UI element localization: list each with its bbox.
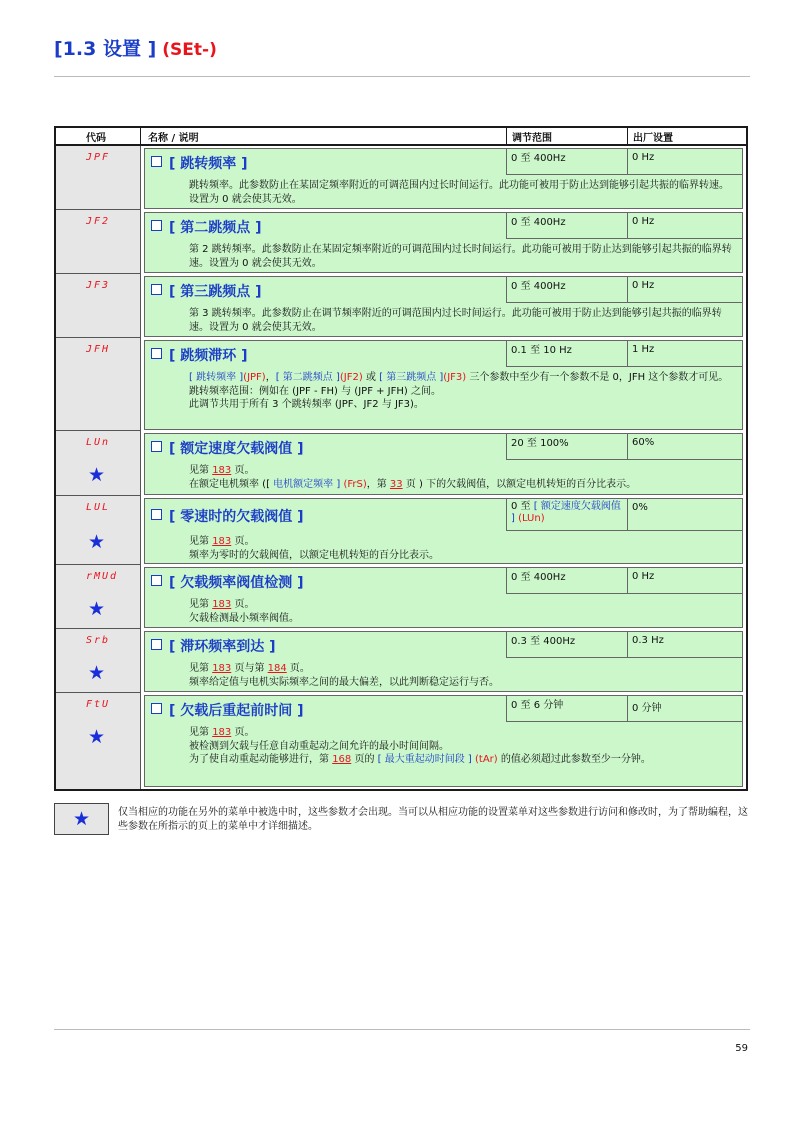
star-icon: ★ (88, 662, 106, 684)
param-code: JPF (86, 152, 111, 163)
param-ref[interactable]: [ 第三跳频点 ] (379, 372, 444, 383)
param-row-jf3 (144, 276, 743, 337)
star-icon: ★ (88, 464, 106, 486)
checkbox-icon (151, 156, 162, 167)
param-name: [ 跳频滞环 ] (169, 348, 248, 364)
code-cell-lun (56, 431, 140, 496)
page-link[interactable]: 168 (332, 754, 352, 765)
param-row-lul (144, 498, 743, 564)
range-cell: 0.1 至 10 Hz (507, 341, 628, 367)
body-column (142, 146, 746, 789)
param-name: [ 零速时的欠载阀值 ] (169, 509, 304, 525)
param-ref[interactable]: 电机额定频率 ] (273, 478, 341, 490)
factory-cell: 0 分钟 (628, 696, 742, 722)
param-ref[interactable]: [ 第二跳频点 ] (275, 372, 340, 383)
param-code: LUn (86, 437, 111, 448)
name-cell (145, 149, 507, 175)
factory-cell: 60% (628, 434, 742, 460)
param-code: JFH (86, 344, 111, 355)
parameter-table (54, 126, 748, 791)
range-cell: 0 至 400Hz (507, 568, 628, 594)
checkbox-icon (151, 348, 162, 359)
param-description: 第 2 跳转频率。此参数防止在某固定频率附近的可调范围内过长时间运行。此功能可被用于防止达到能够引起共振的临界转速。设置为 0 就会使其无效。 (189, 244, 732, 269)
code-cell-lul (56, 496, 140, 565)
page-link[interactable]: 183 (212, 536, 232, 547)
factory-cell: 0.3 Hz (628, 632, 742, 658)
param-row-jf2 (144, 212, 743, 273)
name-cell (145, 632, 507, 658)
param-row-lun (144, 433, 743, 495)
range-cell: 0 至 400Hz (507, 213, 628, 239)
code-cell-ftu (56, 693, 140, 789)
table-header (56, 128, 746, 146)
param-description: 见第 183 页。 被检测到欠载与任意自动重起动之间允许的最小时间间隔。 为了使自动重起动能够进行，第 168 页的 [ 最大重起动时间段 ] (tAr) 的值必须超过此参数至少一分钟。 (189, 727, 651, 765)
param-description: [ 跳转频率 ](JPF)，[ 第二跳频点 ](JF2) 或 [ 第三跳频点 ](JF3) 三个参数中至少有一个参数不是 0，JFH 这个参数才可见。 跳转频率范围：例如在 (JPF - FH) 与 (JPF + JFH) 之间。 此调节共用于所有 3 个跳转频率 (JPF、JF2 与 JF3)。 (189, 372, 729, 410)
code-column (56, 146, 141, 789)
header-rule (54, 76, 750, 77)
range-cell: 0.3 至 400Hz (507, 632, 628, 658)
code-cell-jfh (56, 338, 140, 431)
page-title (54, 34, 217, 61)
page-link[interactable]: 184 (267, 663, 287, 674)
param-row-ftu (144, 695, 743, 787)
param-description: 第 3 跳转频率。此参数防止在调节频率附近的可调范围内过长时间运行。此功能可被用于防止达到能够引起共振的临界转速。设置为 0 就会使其无效。 (189, 308, 722, 333)
page-link[interactable]: 183 (212, 599, 232, 610)
factory-cell: 1 Hz (628, 341, 742, 367)
col-range-header: 调节范围 (512, 133, 552, 144)
param-code: FtU (86, 699, 111, 710)
param-description: 见第 183 页与第 184 页。 频率给定值与电机实际频率之间的最大偏差，以此判断稳定运行与否。 (189, 663, 499, 688)
checkbox-icon (151, 575, 162, 586)
param-description: 见第 183 页。 欠载检测最小频率阀值。 (189, 599, 299, 624)
note-text: 仅当相应的功能在另外的菜单中被选中时，这些参数才会出现。当可以从相应功能的设置菜单对这些参数进行访问和修改时，为了帮助编程，这些参数在所指示的页上的菜单中才详细描述。 (118, 807, 748, 832)
code-cell-jf3 (56, 274, 140, 338)
code-cell-rmud (56, 565, 140, 629)
param-name: [ 第二跳频点 ] (169, 220, 262, 236)
checkbox-icon (151, 220, 162, 231)
param-ref[interactable]: [ 最大重起动时间段 ] (377, 754, 472, 765)
footer-rule (54, 1029, 750, 1030)
param-description: 见第 183 页。 在额定电机频率 ([ 电机额定频率 ] (FrS)，第 33 页 ) 下的欠载阀值，以额定电机转矩的百分比表示。 (189, 465, 637, 490)
star-icon: ★ (88, 726, 106, 748)
name-cell (145, 568, 507, 594)
param-name: [ 第三跳频点 ] (169, 284, 262, 300)
param-code: Srb (86, 635, 111, 646)
name-cell (145, 499, 507, 531)
page-link[interactable]: 183 (212, 663, 232, 674)
code-cell-jpf (56, 146, 140, 210)
star-icon: ★ (73, 808, 91, 830)
col-name-header: 名称 / 说明 (148, 133, 199, 144)
param-ref[interactable]: [ 跳转频率 ] (189, 372, 244, 383)
page-link[interactable]: 183 (212, 727, 232, 738)
page-link[interactable]: 183 (212, 465, 232, 476)
param-row-rmud (144, 567, 743, 628)
param-name: [ 欠载后重起前时间 ] (169, 703, 304, 719)
checkbox-icon (151, 703, 162, 714)
param-name: [ 跳转频率 ] (169, 156, 248, 172)
param-row-srb (144, 631, 743, 692)
param-name: [ 滞环频率到达 ] (169, 639, 276, 655)
param-name: [ 额定速度欠载阀值 ] (169, 441, 304, 457)
star-icon: ★ (88, 531, 106, 553)
factory-cell: 0 Hz (628, 213, 742, 239)
checkbox-icon (151, 284, 162, 295)
param-code: rMUd (86, 571, 119, 582)
factory-cell: 0 Hz (628, 149, 742, 175)
section-code: (SEt-) (162, 40, 217, 60)
code-cell-jf2 (56, 210, 140, 274)
range-cell: 0 至 [ 额定速度欠载阀值 ] (LUn) (507, 499, 628, 531)
page-link[interactable]: 33 (389, 478, 403, 490)
param-row-jfh (144, 340, 743, 430)
name-cell (145, 277, 507, 303)
code-cell-srb (56, 629, 140, 693)
param-code: JF3 (86, 280, 111, 291)
range-cell: 20 至 100% (507, 434, 628, 460)
range-cell: 0 至 400Hz (507, 149, 628, 175)
param-name: [ 欠载频率阀值检测 ] (169, 575, 304, 591)
col-factory-header: 出厂设置 (633, 133, 673, 144)
param-code: LUL (86, 502, 111, 513)
page-number: 59 (735, 1043, 748, 1054)
factory-cell: 0 Hz (628, 568, 742, 594)
param-code: JF2 (86, 216, 111, 227)
col-code-header: 代码 (86, 133, 106, 144)
factory-cell: 0% (628, 499, 742, 531)
star-icon: ★ (88, 598, 106, 620)
param-description: 见第 183 页。 频率为零时的欠载阀值，以额定电机转矩的百分比表示。 (189, 536, 439, 561)
range-cell: 0 至 400Hz (507, 277, 628, 303)
checkbox-icon (151, 441, 162, 452)
name-cell (145, 696, 507, 722)
section-title: [1.3 设置 ] (54, 38, 157, 60)
range-cell: 0 至 6 分钟 (507, 696, 628, 722)
factory-cell: 0 Hz (628, 277, 742, 303)
note-star-box (54, 803, 109, 835)
name-cell (145, 213, 507, 239)
name-cell (145, 341, 507, 367)
name-cell (145, 434, 507, 460)
param-description: 跳转频率。此参数防止在某固定频率附近的可调范围内过长时间运行。此功能可被用于防止达到能够引起共振的临界转速。设置为 0 就会使其无效。 (189, 180, 729, 205)
param-row-jpf (144, 148, 743, 209)
checkbox-icon (151, 509, 162, 520)
checkbox-icon (151, 639, 162, 650)
